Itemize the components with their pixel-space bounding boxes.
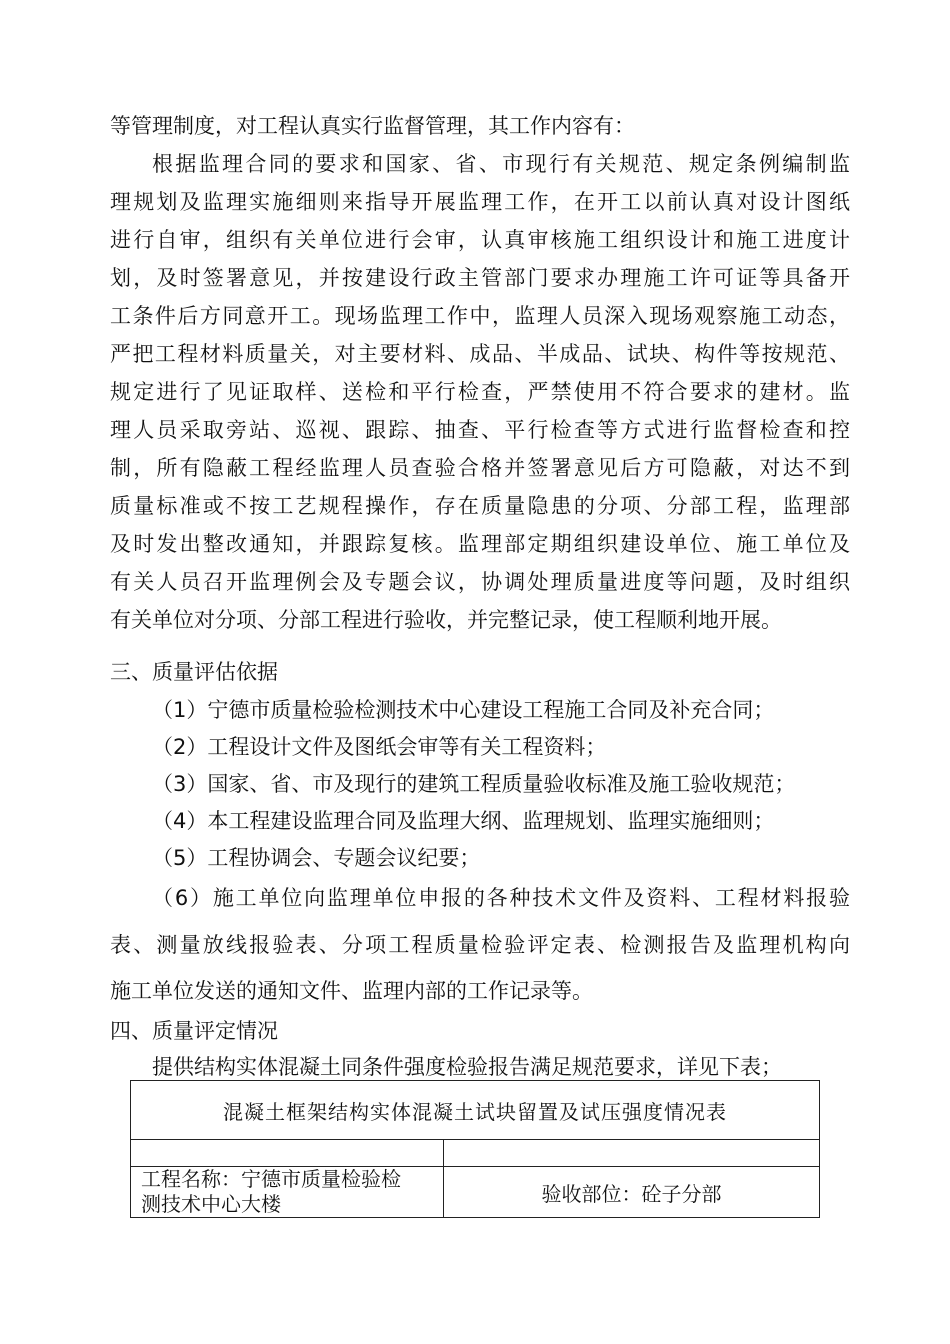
paragraph-line: 制，所有隐蔽工程经监理人员查验合格并签署意见后方可隐蔽，对达不到	[110, 456, 850, 480]
paragraph-line: 有关单位对分项、分部工程进行验收，并完整记录，使工程顺利地开展。	[110, 608, 782, 632]
list-item: （4）本工程建设监理合同及监理大纲、监理规划、监理实施细则；	[152, 809, 775, 833]
list-item: （2）工程设计文件及图纸会审等有关工程资料；	[152, 735, 607, 759]
list-item-continuation: 表、测量放线报验表、分项工程质量检验评定表、检测报告及监理机构向	[110, 933, 850, 957]
list-item-continuation: 施工单位发送的通知文件、监理内部的工作记录等。	[110, 979, 593, 1003]
list-item: （5）工程协调会、专题会议纪要；	[152, 846, 481, 870]
list-item: （1）宁德市质量检验检测技术中心建设工程施工合同及补充合同；	[152, 698, 775, 722]
table-intro: 提供结构实体混凝土同条件强度检验报告满足规范要求，详见下表；	[152, 1055, 782, 1079]
paragraph-line: 工条件后方同意开工。现场监理工作中，监理人员深入现场观察施工动态，	[110, 304, 850, 328]
inspection-part-cell: 验收部位：砼子分部	[444, 1167, 820, 1218]
paragraph-line: 划，及时签署意见，并按建设行政主管部门要求办理施工许可证等具备开	[110, 266, 850, 290]
list-item: （6）施工单位向监理单位申报的各种技术文件及资料、工程材料报验	[152, 886, 850, 910]
paragraph-line: 理人员采取旁站、巡视、跟踪、抽查、平行检查等方式进行监督检查和控	[110, 418, 850, 442]
paragraph-line: 理规划及监理实施细则来指导开展监理工作，在开工以前认真对设计图纸	[110, 190, 850, 214]
project-name-cell	[131, 1167, 444, 1218]
table-empty-cell	[444, 1140, 820, 1167]
concrete-strength-table	[130, 1080, 820, 1218]
paragraph-line: 质量标准或不按工艺规程操作，存在质量隐患的分项、分部工程，监理部	[110, 494, 850, 518]
paragraph-line: 进行自审，组织有关单位进行会审，认真审核施工组织设计和施工进度计	[110, 228, 850, 252]
section-heading: 三、质量评估依据	[110, 660, 278, 684]
paragraph-line: 根据监理合同的要求和国家、省、市现行有关规范、规定条例编制监	[152, 152, 850, 176]
table-empty-cell	[131, 1140, 444, 1167]
project-name-line: 工程名称：宁德市质量检验检	[141, 1167, 401, 1191]
paragraph-line: 等管理制度，对工程认真实行监督管理，其工作内容有：	[110, 114, 635, 138]
section-heading: 四、质量评定情况	[110, 1019, 278, 1043]
table-title: 混凝土框架结构实体混凝土试块留置及试压强度情况表	[131, 1081, 820, 1140]
paragraph-line: 规定进行了见证取样、送检和平行检查，严禁使用不符合要求的建材。监	[110, 380, 850, 404]
list-item: （3）国家、省、市及现行的建筑工程质量验收标准及施工验收规范；	[152, 772, 796, 796]
project-name-line: 测技术中心大楼	[141, 1192, 281, 1216]
paragraph-line: 及时发出整改通知，并跟踪复核。监理部定期组织建设单位、施工单位及	[110, 532, 850, 556]
paragraph-line: 有关人员召开监理例会及专题会议，协调处理质量进度等问题，及时组织	[110, 570, 850, 594]
paragraph-line: 严把工程材料质量关，对主要材料、成品、半成品、试块、构件等按规范、	[110, 342, 850, 366]
